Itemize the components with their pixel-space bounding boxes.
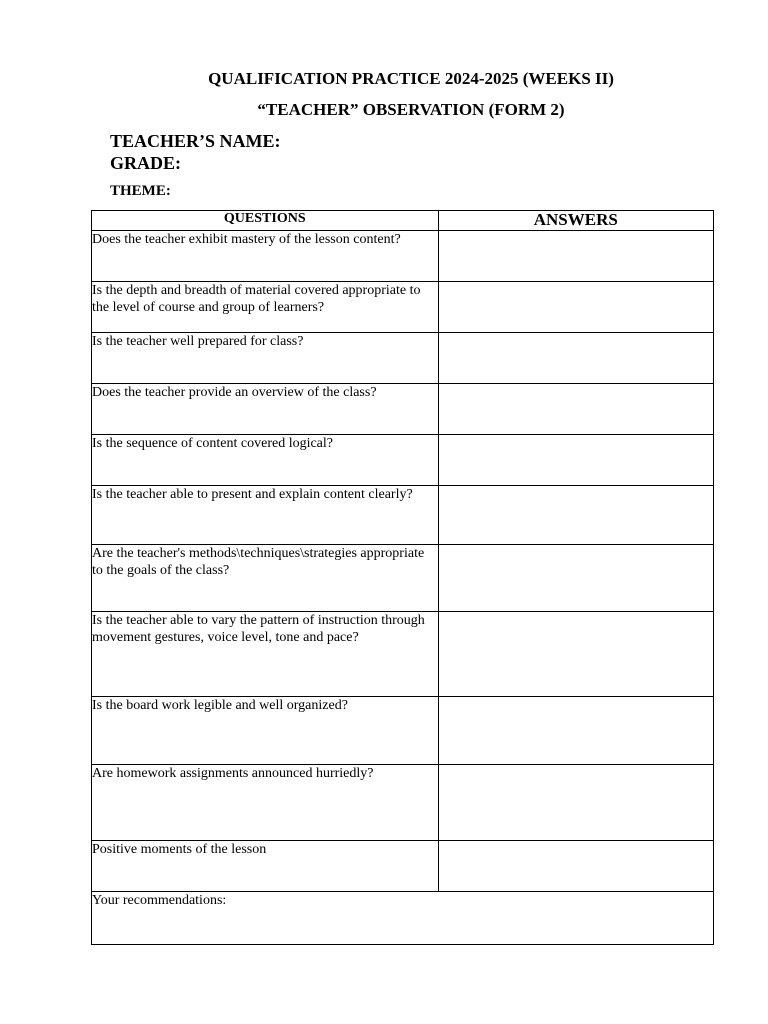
table-row <box>92 333 714 384</box>
table-header-row <box>92 211 714 231</box>
question-cell: Are homework assignments announced hurriedly? <box>92 765 439 841</box>
table-row <box>92 231 714 282</box>
answer-cell[interactable] <box>438 282 713 333</box>
recommendations-row <box>92 892 714 945</box>
table-row <box>92 765 714 841</box>
recommendations-label: Your recommendations: <box>92 893 227 908</box>
question-cell: Is the depth and breadth of material covered appropriate to the level of course and group of learners? <box>92 282 439 333</box>
answer-cell[interactable] <box>438 231 713 282</box>
table-row <box>92 486 714 545</box>
table-row <box>92 282 714 333</box>
questions-column-header: QUESTIONS <box>92 211 439 231</box>
table-row <box>92 612 714 697</box>
answer-cell[interactable] <box>438 545 713 612</box>
observation-table <box>91 210 714 945</box>
question-cell: Is the teacher able to vary the pattern of instruction through movement gestures, voice level, tone and pace? <box>92 612 439 697</box>
question-cell: Are the teacher's methods\techniques\strategies appropriate to the goals of the class? <box>92 545 439 612</box>
answer-cell[interactable] <box>438 486 713 545</box>
table-row <box>92 435 714 486</box>
teacher-name-label: TEACHER’S NAME: <box>110 131 281 151</box>
question-cell: Does the teacher provide an overview of the class? <box>92 384 439 435</box>
answer-cell[interactable] <box>438 765 713 841</box>
question-cell: Is the teacher able to present and explain content clearly? <box>92 486 439 545</box>
question-cell: Positive moments of the lesson <box>92 841 439 892</box>
table-row <box>92 697 714 765</box>
table-row <box>92 545 714 612</box>
recommendations-cell[interactable] <box>92 892 714 945</box>
question-cell: Does the teacher exhibit mastery of the lesson content? <box>92 231 439 282</box>
answer-cell[interactable] <box>438 384 713 435</box>
answer-cell[interactable] <box>438 435 713 486</box>
answer-cell[interactable] <box>438 697 713 765</box>
question-cell: Is the sequence of content covered logical? <box>92 435 439 486</box>
form-subtitle: “TEACHER” OBSERVATION (FORM 2) <box>257 100 565 119</box>
grade-label: GRADE: <box>110 153 181 173</box>
question-cell: Is the board work legible and well organized? <box>92 697 439 765</box>
question-cell: Is the teacher well prepared for class? <box>92 333 439 384</box>
answer-cell[interactable] <box>438 333 713 384</box>
answer-cell[interactable] <box>438 612 713 697</box>
document-title: QUALIFICATION PRACTICE 2024-2025 (WEEKS II) <box>208 69 614 88</box>
theme-label: THEME: <box>110 183 171 199</box>
answers-column-header: ANSWERS <box>438 211 713 231</box>
table-row <box>92 384 714 435</box>
answer-cell[interactable] <box>438 841 713 892</box>
table-row <box>92 841 714 892</box>
